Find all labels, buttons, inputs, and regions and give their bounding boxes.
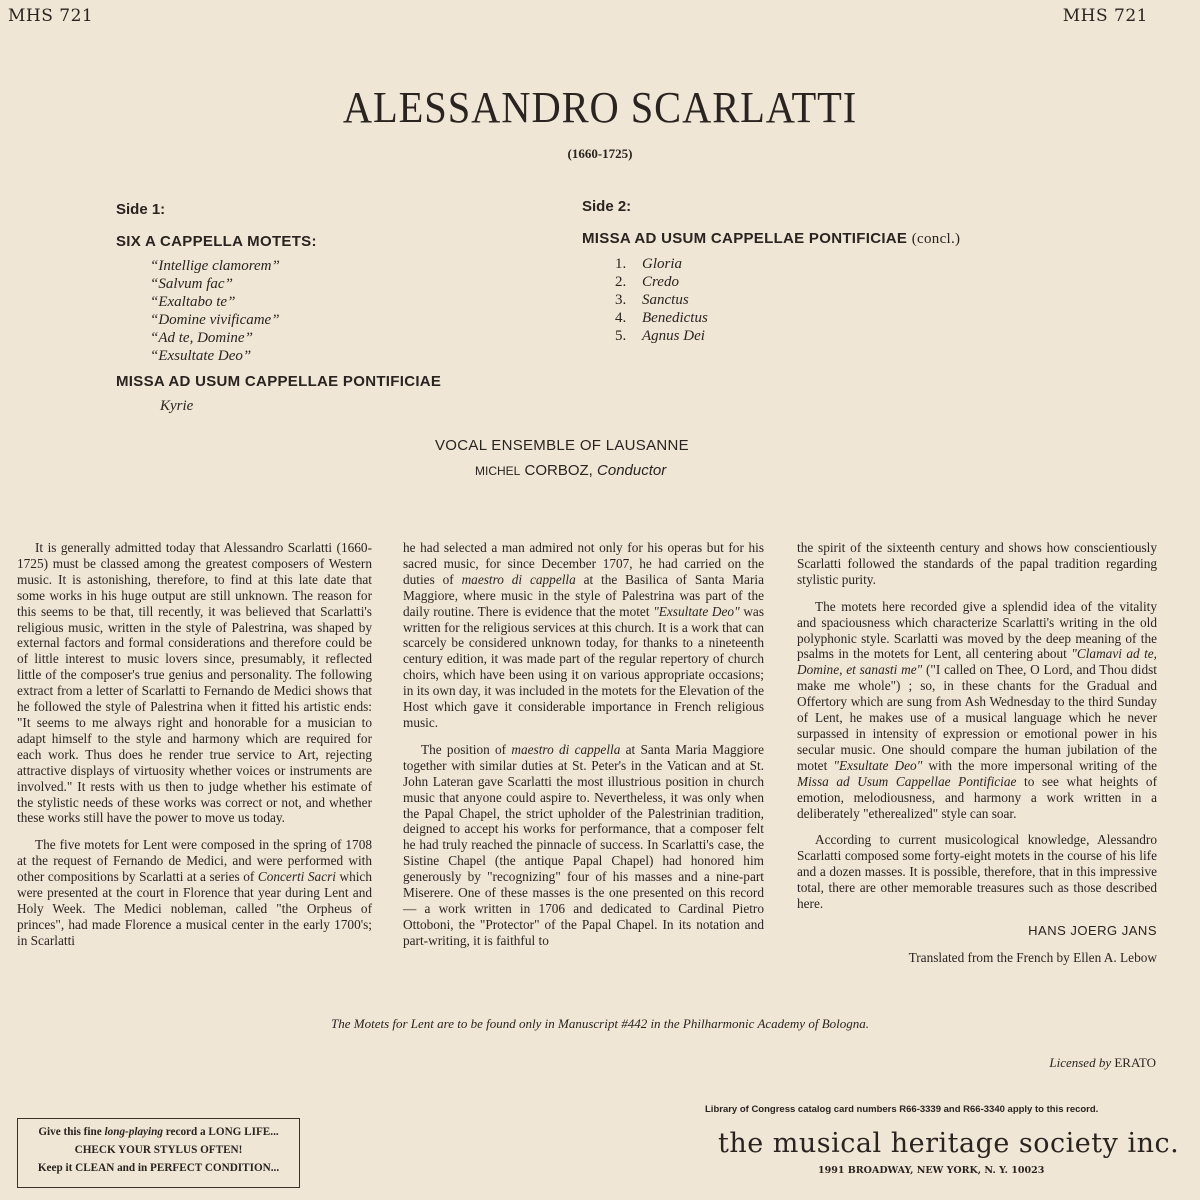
italic-run: "Clamavi ad te, Domine, et sanasti me": [797, 646, 1157, 678]
composer-dates: (1660-1725): [567, 146, 633, 161]
movement-number: 5.: [615, 328, 627, 344]
list-item: [615, 327, 708, 345]
list-item: [615, 309, 708, 327]
conductor-line: [475, 462, 666, 479]
text-run: The motets here recorded give a splendid idea of the vitality and spaciousness which characterize Scarlatti's writing in the old polyphonic style. Scarlatti was moved by the deep meaning of the psalms in the motets for Lent, all centering about: [797, 598, 1157, 662]
list-item: [615, 291, 708, 309]
movement-name: Sanctus: [642, 292, 689, 308]
notes-paragraph: [797, 599, 1157, 822]
publisher-logo-text: the musical heritage society inc.: [718, 1128, 1180, 1159]
italic-run: "Exsultate Deo": [653, 603, 740, 619]
list-item: “Salvum fac”: [150, 276, 233, 292]
catalog-number-left: MHS 721: [8, 6, 94, 26]
conductor-last-name: CORBOZ,: [524, 462, 593, 479]
text-run: The five motets for Lent were composed in the spring of 1708 at the request of Fernando de Medici, and were performed with other compositions by Scarlatti at a series of: [17, 837, 372, 885]
text-run: with the more impersonal writing of the: [922, 757, 1158, 773]
notes-column-2: [403, 540, 764, 960]
text-run: at Santa Maria Maggiore together with similar duties at St. Peter's in the Vatican and at St. John Lateran gave Scarlatti the most illustrious position in church music that anyone could aspire to. Nevertheless, it was only when the Papal Chapel, the strict upholder of the Palestrinian tradition, deigned to accept his works for performance, that a composer felt he had truly reached the pinnacle of success. In Scarlatti's case, the Sistine Chapel (the antique Papal Chapel) had honored him generously by "recognizing" four of his masses and a nine-part Miserere. One of these masses is the one presented on this record — a work written in 1706 and dedicated to Cardinal Pietro Ottoboni, the "Protector" of the Papal Chapel. In its notation and part-writing, it is faithful to: [403, 741, 764, 948]
licensor-name: ERATO: [1114, 1055, 1156, 1070]
list-item: “Intellige clamorem”: [150, 258, 280, 274]
publisher-address: 1991 BROADWAY, NEW YORK, N. Y. 10023: [818, 1165, 1045, 1176]
translator-credit: Translated from the French by Ellen A. Lebow: [908, 949, 1157, 965]
text-run: The position of: [421, 741, 512, 757]
side2-work-title: [582, 230, 960, 248]
care-line-2: CHECK YOUR STYLUS OFTEN!: [74, 1144, 243, 1156]
movement-number: 4.: [615, 310, 627, 326]
text-run: at the Basilica of Santa Maria Maggiore, where music in the style of Palestrina was part of the daily routine. There is evidence that the motet: [403, 571, 764, 619]
list-item: [615, 255, 708, 273]
conductor-role: Conductor: [597, 462, 667, 479]
movement-number: 3.: [615, 292, 627, 308]
movement-number: 1.: [615, 256, 627, 272]
notes-paragraph: [403, 742, 764, 949]
manuscript-footnote: The Motets for Lent are to be found only in Manuscript #442 in the Philharmonic Academy of Bologna.: [331, 1016, 869, 1031]
text-run: was written for the religious services at this church. It is a work that can scarcely be considered unknown today, for thanks to a nineteenth century edition, it was made part of the regular repertory of church choirs, which have been using it on various appropriate occasions; in its own day, it was included in the motets for the Elevation of the Host which gave it considerable importance in French religious music.: [403, 603, 764, 730]
notes-column-1: [17, 540, 372, 960]
record-care-notice: [17, 1118, 300, 1188]
notes-paragraph: It is generally admitted today that Alessandro Scarlatti (1660-1725) must be classed among the greatest composers of Western music. It is astonishing, therefore, to find at this late date that some works in his huge output are still unknown. The reason for this seems to be that, till recently, it was believed that Scarlatti's religious music, written in the style of Palestrina, was shaped by external factors and formal considerations and therefore could be of little interest to music lovers since, presumably, it reflected little of the composer's true genius and personality. The following extract from a letter of Scarlatti to Fernando de Medici shows that he followed the style of Palestrina when it fitted his artistic ends: "It seems to me always right and honorable for a musician to adapt himself to the style and harmony which are required for each work. Thus does he render true service to Art, rejecting attractive displays of virtuosity whether voices or instruments are involved." It rests with us then to judge whether his estimate of the stylistic needs of these works was correct or not, and whether these works still have the power to move us today.: [17, 540, 372, 826]
list-item: “Domine vivificame”: [150, 312, 280, 328]
catalog-number-right: MHS 721: [1062, 6, 1148, 26]
italic-run: maestro di cappella: [511, 741, 621, 757]
text-run: which were presented at the court in Florence that year during Lent and Holy Week. The Medici nobleman, called "the Orpheus of princes", had made Florence a musical center in the early 1700's; in Scarlatti: [17, 869, 372, 948]
side1-heading: Side 1:: [116, 201, 166, 218]
movement-number: 2.: [615, 274, 627, 290]
license-credit: [1049, 1055, 1156, 1071]
notes-paragraph: [17, 837, 372, 948]
library-of-congress-note: Library of Congress catalog card numbers R66-3339 and R66-3340 apply to this record.: [705, 1104, 1099, 1115]
notes-paragraph: According to current musicological knowledge, Alessandro Scarlatti composed some forty-eight motets in the course of his life and a dozen masses. It is possible, therefore, that in this impressive total, there are other memorable treasures such as those described here.: [797, 832, 1157, 912]
mass-movement-list: [615, 255, 708, 345]
motet-list: [150, 257, 280, 365]
movement-name: Agnus Dei: [642, 328, 705, 344]
notes-paragraph: [403, 540, 764, 731]
text-run: to see what heights of emotion, melodiousness, and harmony a work written in a deliberately "etherealized" style can soar.: [797, 773, 1158, 821]
movement-name: Gloria: [642, 256, 683, 272]
italic-run: maestro di cappella: [461, 571, 576, 587]
author-name: HANS JOERG JANS: [1028, 922, 1157, 938]
side1-work2-title: MISSA AD USUM CAPPELLAE PONTIFICIAE: [116, 373, 442, 390]
italic-run: long-playing: [104, 1126, 163, 1138]
side2-work-name: MISSA AD USUM CAPPELLAE PONTIFICIAE: [582, 230, 908, 247]
side1-work2-movement: Kyrie: [160, 398, 194, 414]
text-run: ("I called on Thee, O Lord, and Thou didst make me whole") ; so, in these chants for the Gradual and Offertory which are sung from Ash Wednesday to the third Sunday of Lent, he makes use of a musical language which he never surpassed in intensity of expression or emotional power in his secular music. One should compare the human jubilation of the motet: [797, 662, 1158, 773]
italic-run: Concerti Sacri: [257, 869, 336, 885]
notes-column-3: [797, 540, 1157, 977]
composer-title: ALESSANDRO SCARLATTI: [342, 83, 858, 132]
care-line-3: Keep it CLEAN and in PERFECT CONDITION...: [37, 1162, 280, 1174]
list-item: “Exaltabo te”: [150, 294, 236, 310]
text-run: he had selected a man admired not only for his operas but for his sacred music, for since December 1707, he had carried on the duties of: [403, 540, 764, 587]
side2-work-suffix: (concl.): [911, 231, 961, 247]
text-run: Give this fine: [38, 1126, 105, 1138]
italic-run: Missa ad Usum Cappellae Pontificiae: [797, 773, 1017, 789]
licensed-by-label: Licensed by: [1049, 1055, 1112, 1070]
conductor-first-name: MICHEL: [475, 464, 521, 478]
notes-paragraph: the spirit of the sixteenth century and shows how conscientiously Scarlatti followed the standards of the papal tradition regarding stylistic purity.: [797, 540, 1157, 587]
side2-heading: Side 2:: [582, 198, 632, 215]
italic-run: "Exsultate Deo": [833, 757, 923, 773]
list-item: “Exsultate Deo”: [150, 348, 252, 364]
side1-work1-title: SIX A CAPPELLA MOTETS:: [116, 233, 317, 250]
text-run: record a LONG LIFE...: [162, 1126, 279, 1138]
movement-name: Benedictus: [642, 310, 708, 326]
movement-name: Credo: [642, 274, 679, 290]
ensemble-name: VOCAL ENSEMBLE OF LAUSANNE: [435, 437, 689, 454]
care-line-1: [18, 1123, 299, 1141]
list-item: [615, 273, 708, 291]
list-item: “Ad te, Domine”: [150, 330, 253, 346]
